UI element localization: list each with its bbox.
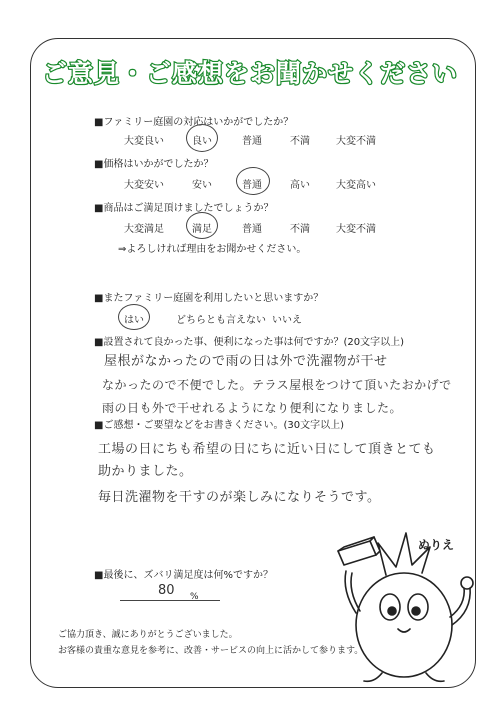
satisfaction-value[interactable]: 80 [158, 583, 175, 598]
option-no[interactable]: いいえ [272, 315, 302, 326]
selection-circle [236, 167, 270, 195]
page-title: ご意見・ご感想をお聞かせください [41, 59, 458, 88]
option-dissatisfied[interactable]: 不満 [290, 224, 310, 235]
question-reuse: ■またファミリー庭園を利用したいと思いますか？ [94, 293, 324, 304]
option-very-dissatisfied[interactable]: 大変不満 [336, 224, 376, 235]
question-product: ■商品はご満足頂けましたでしょうか？ [94, 203, 274, 214]
option-satisfied[interactable]: 満足 [192, 224, 212, 235]
coloring-label: ぬりえ [418, 538, 455, 552]
option-very-expensive[interactable]: 大変高い [336, 180, 376, 191]
answer-underline [120, 600, 220, 601]
percent-unit: % [190, 592, 199, 602]
handwritten-answer-line: 助かりました。 [98, 464, 193, 479]
options-reuse [0, 311, 500, 325]
option-normal[interactable]: 普通 [242, 224, 262, 235]
option-very-good[interactable]: 大変良い [124, 136, 164, 147]
reason-prompt: ⇒よろしければ理由をお聞かせください。 [118, 244, 307, 255]
option-normal[interactable]: 普通 [242, 180, 262, 191]
question-comments: ■ご感想・ご要望などをお書きください。(30文字以上) [94, 420, 344, 431]
option-cheap[interactable]: 安い [192, 180, 212, 191]
handwritten-answer-line: 屋根がなかったので雨の日は外で洗濯物が干せ [104, 354, 388, 369]
thanks-message: ご協力頂き、誠にありがとうございました。 [58, 630, 238, 640]
question-benefits: ■設置されて良かった事、便利になった事は何ですか？(20文字以上) [94, 337, 404, 348]
option-neutral[interactable]: どちらとも言えない [176, 315, 266, 326]
handwritten-answer-line: 雨の日も外で干せれるようになり便利になりました。 [102, 401, 403, 415]
selection-circle [186, 212, 218, 239]
mascot-illustration [326, 525, 476, 685]
option-dissatisfied[interactable]: 不満 [290, 136, 310, 147]
selection-circle [186, 124, 218, 152]
options-product [0, 220, 500, 234]
option-very-cheap[interactable]: 大変安い [124, 180, 164, 191]
options-service [0, 132, 500, 146]
option-good[interactable]: 良い [192, 136, 212, 147]
option-very-satisfied[interactable]: 大変満足 [124, 224, 164, 235]
improvement-message: お客様の貴重な意見を参考に、改善・サービスの向上に活かして参ります。 [58, 646, 364, 656]
option-yes[interactable]: はい [124, 315, 144, 326]
handwritten-answer-line: 工場の日にちも希望の日にちに近い日にして頂きとても [98, 442, 436, 457]
question-service: ■ファミリー庭園の対応はいかがでしたか？ [94, 117, 294, 128]
handwritten-answer-line: 毎日洗濯物を干すのが楽しみになりそうです。 [98, 490, 381, 505]
option-expensive[interactable]: 高い [290, 180, 310, 191]
option-very-dissatisfied[interactable]: 大変不満 [336, 136, 376, 147]
question-satisfaction: ■最後に、ズバリ満足度は何%ですか？ [94, 570, 273, 581]
handwritten-answer-line: なかったので不便でした。テラス屋根をつけて頂いたおかげで [102, 378, 452, 392]
question-price: ■価格はいかがでしたか？ [94, 159, 214, 170]
selection-circle [118, 304, 150, 330]
option-normal[interactable]: 普通 [242, 136, 262, 147]
